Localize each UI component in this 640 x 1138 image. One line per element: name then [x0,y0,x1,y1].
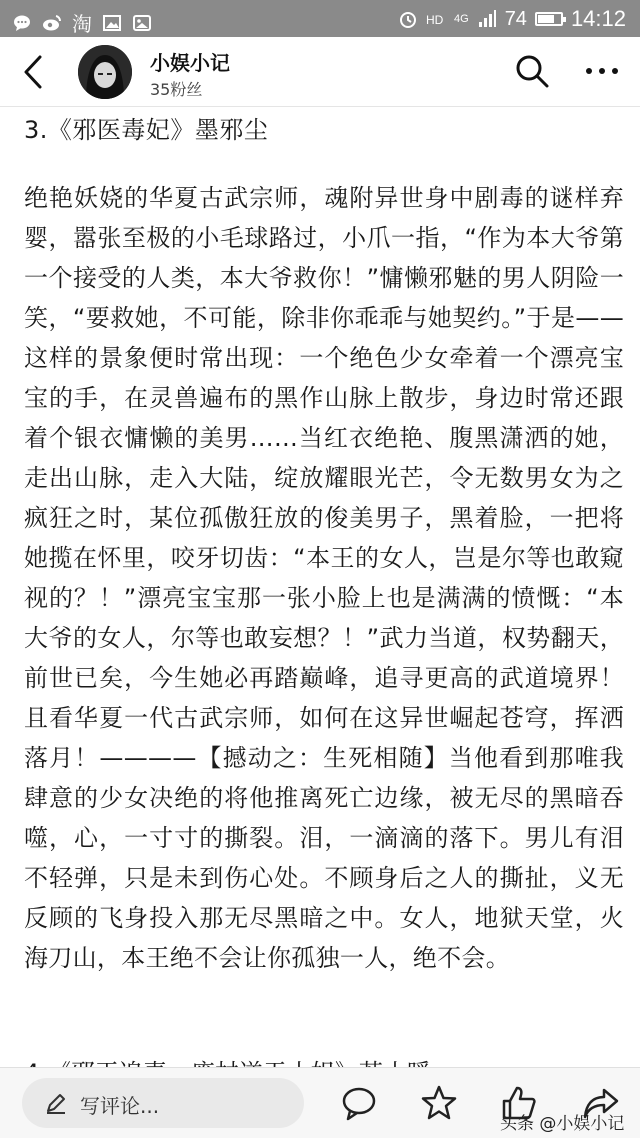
taobao-icon: 淘 [72,14,92,36]
gallery-icon [132,13,152,33]
hd-call-icon [426,9,446,29]
watermark: 头条 @小娱小记 [500,1114,625,1134]
network-type: 4G [454,13,469,25]
battery-fill [538,15,554,23]
search-icon[interactable] [514,53,550,89]
author-name[interactable]: 小娱小记 [150,51,230,75]
message-icon [12,13,32,33]
weibo-icon [42,13,62,33]
comment-icon[interactable] [340,1084,378,1122]
image-icon [102,13,122,33]
avatar-image [78,45,132,99]
back-arrow-icon[interactable] [18,53,48,91]
status-right-icons [398,6,626,32]
comment-placeholder: 写评论... [80,1094,160,1118]
signal-icon [477,9,497,29]
more-options-icon[interactable] [584,61,620,81]
status-bar [0,0,640,37]
battery-percent: 74 [504,7,527,30]
article-content [24,110,624,978]
alarm-icon [398,9,418,29]
article-header [0,37,640,107]
follower-count: 35粉丝 [150,80,203,99]
pen-icon [44,1091,68,1115]
clock-time: 14:12 [570,6,626,31]
author-avatar[interactable] [78,45,132,99]
svg-text:HD: HD [426,13,444,27]
star-icon[interactable] [420,1084,458,1122]
comment-input[interactable] [22,1078,304,1128]
article-paragraph: 绝艳妖娆的华夏古武宗师，魂附异世身中剧毒的谜样弃婴，嚣张至极的小毛球路过，小爪一指，“作为本大爷第一个接受的人类，本大爷救你！”慵懒邪魅的男人阴险一笑，“要救她，不可能，除非你乖乖与她契约。”于是——这样的景象便时常出现：一个绝色少女牵着一个漂亮宝宝的手，在灵兽遍布的黑作山脉上散步，身边时常还跟着个银衣慵懒的美男……当红衣绝艳、腹黑潇洒的她，走出山脉，走入大陆，绽放耀眼光芒，令无数男女为之疯狂之时，某位孤傲狂放的俊美男子，黑着脸，一把将她揽在怀里，咬牙切齿：“本王的女人，岂是尔等也敢窥视的？！”漂亮宝宝那一张小脸上也是满满的愤慨：“本大爷的女人，尔等也敢妄想？！”武力当道，权势翻天，前世已矣，今生她必再踏巅峰，追寻更高的武道境界！且看华夏一代古武宗师，如何在这异世崛起苍穹，挥洒落月！————【撼动之：生死相随】当他看到那唯我肆意的少女决绝的将他推离死亡边缘，被无尽的黑暗吞噬，心，一寸寸的撕裂。泪，一滴滴的落下。男儿有泪不轻弹，只是未到伤心处。不顾身后之人的撕扯，义无反顾的飞身投入那无尽黑暗之中。女人，地狱天堂，火海刀山，本王绝不会让你孤独一人，绝不会。 [24,184,624,972]
battery-icon [535,12,563,26]
book-title: 3.《邪医毒妃》墨邪尘 [24,116,269,144]
status-left-icons [12,8,152,37]
